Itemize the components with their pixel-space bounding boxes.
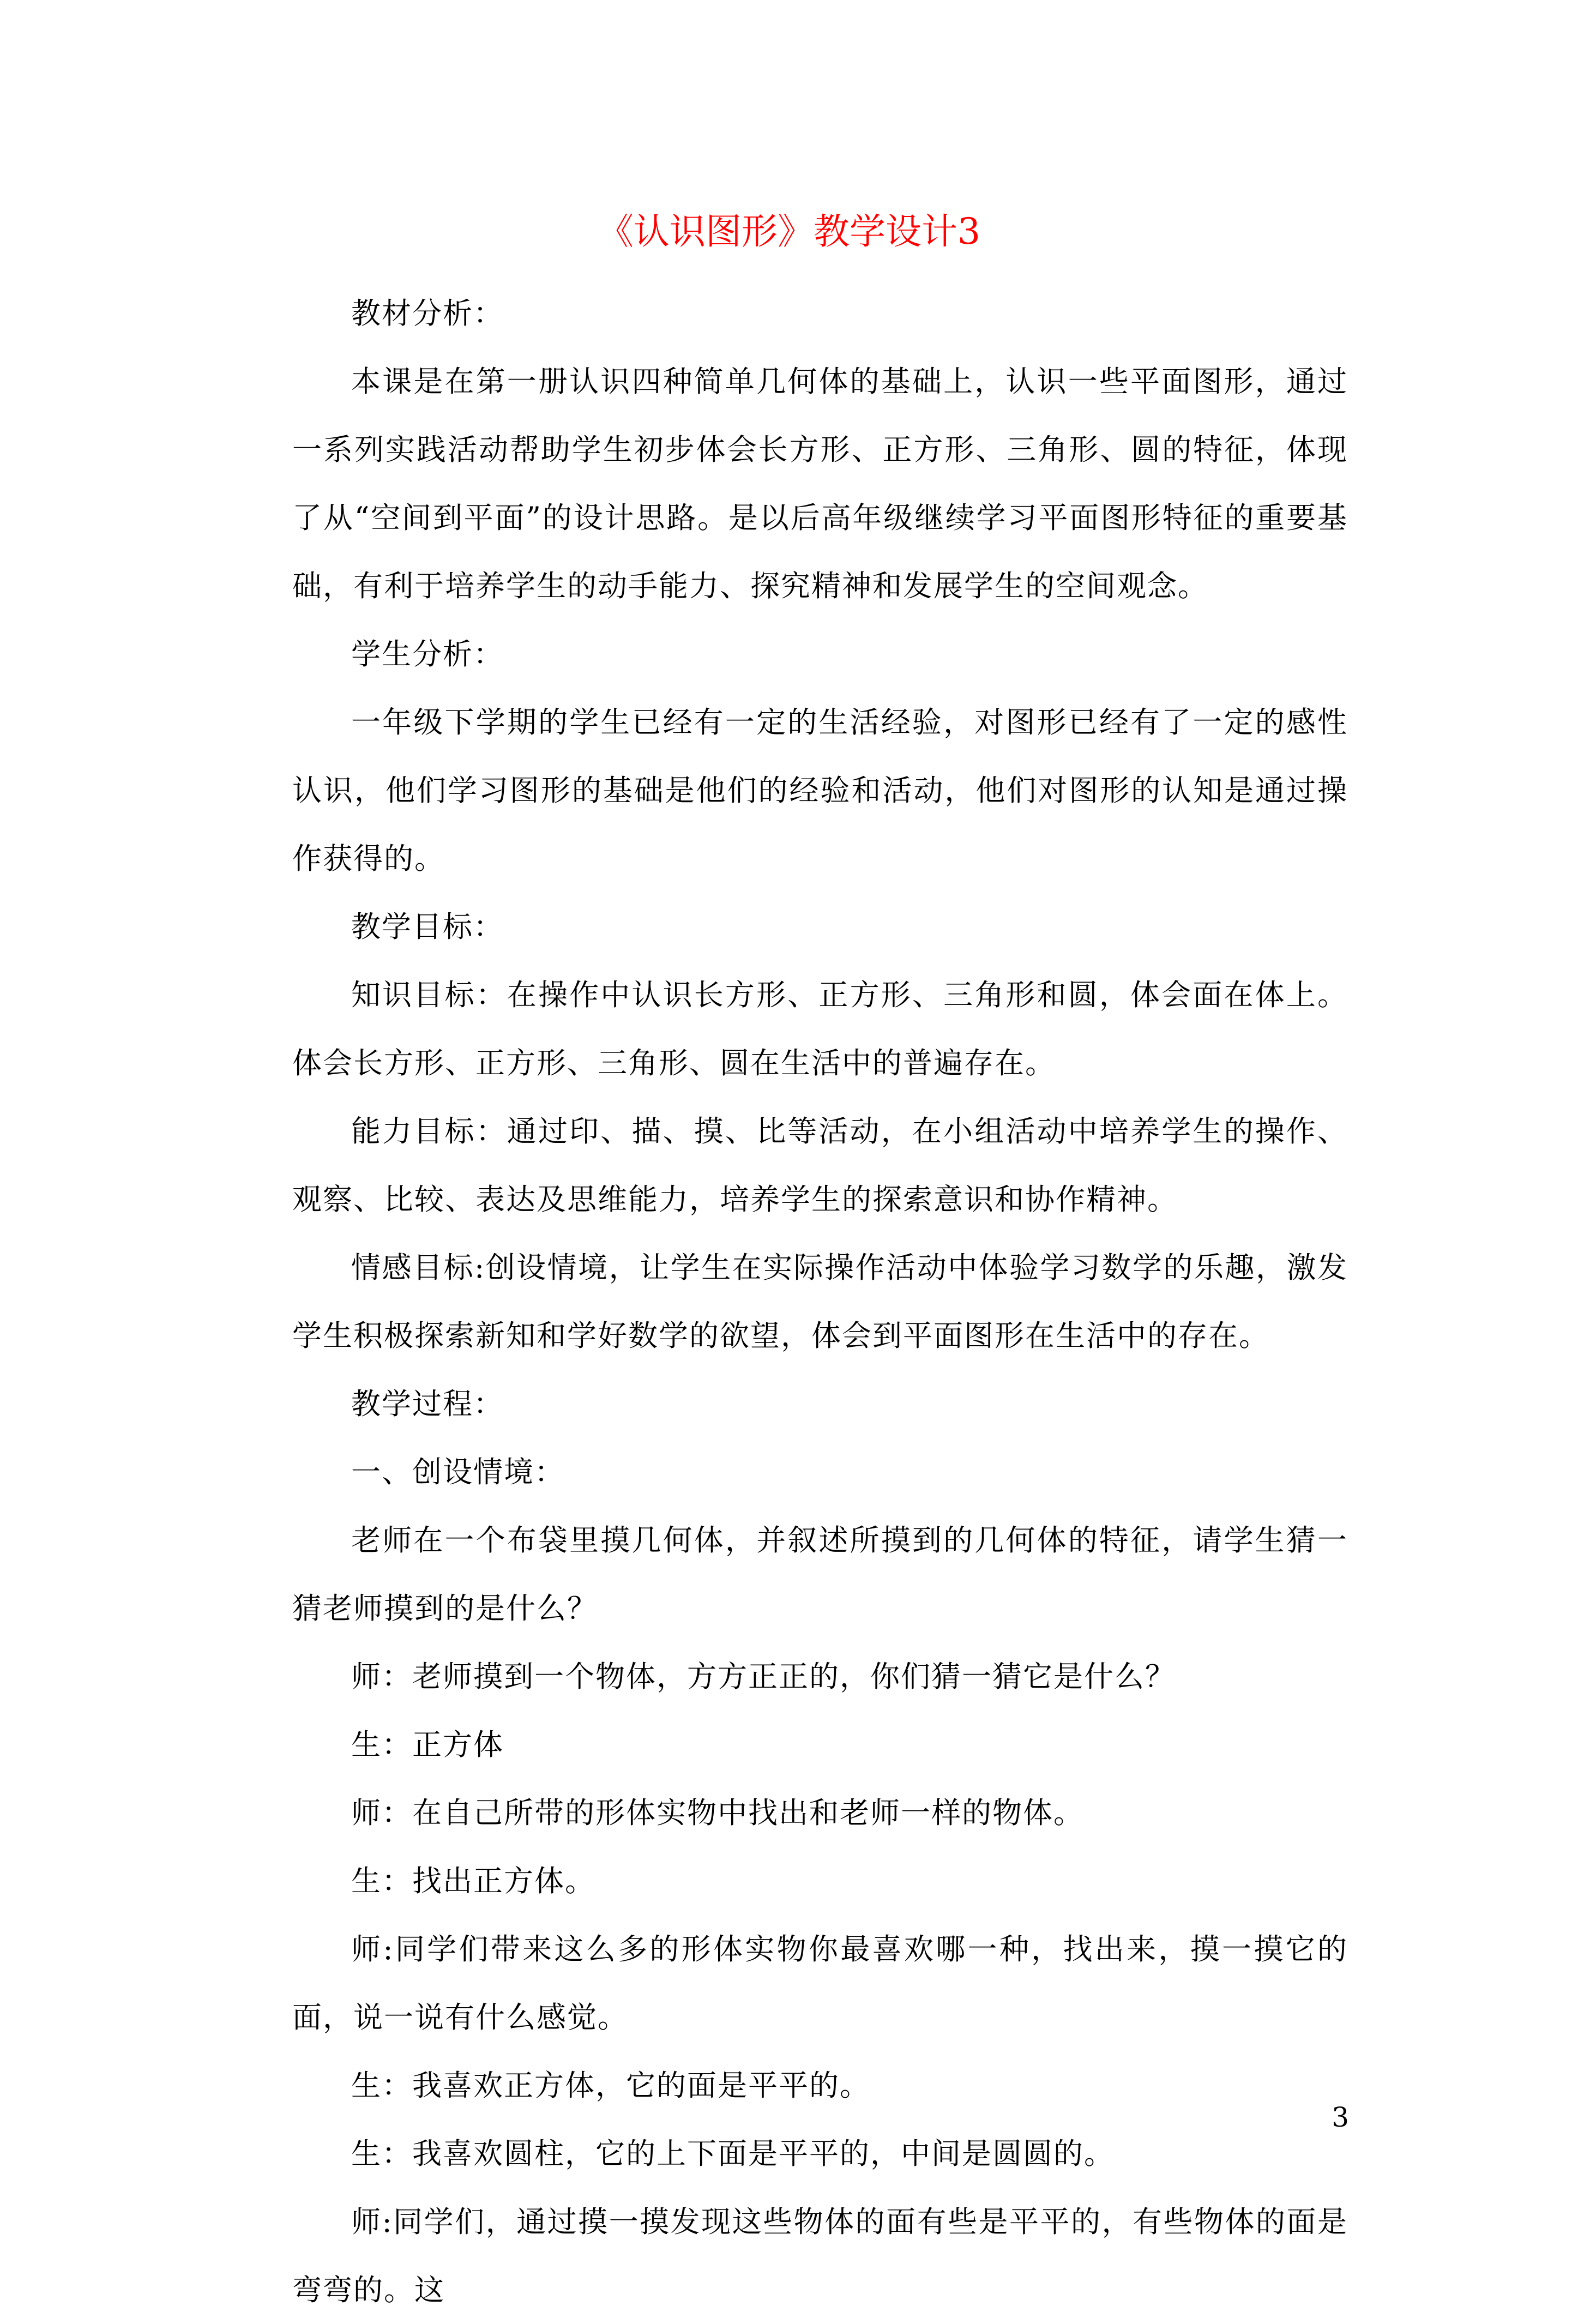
dialogue-line: 师:同学们带来这么多的形体实物你最喜欢哪一种，找出来，摸一摸它的面，说一说有什么感觉。 xyxy=(292,1932,1348,2034)
dialogue-line: 生：找出正方体。 xyxy=(351,1864,595,1898)
paragraph-ability-goal: 能力目标：通过印、描、摸、比等活动，在小组活动中培养学生的操作、观察、比较、表达及思维能力，培养学生的探索意识和协作精神。 xyxy=(292,1114,1348,1217)
dialogue-line: 师：老师摸到一个物体，方方正正的，你们猜一猜它是什么？ xyxy=(351,1659,1176,1694)
section-heading-teaching-goals: 教学目标： xyxy=(351,910,504,944)
page-number: 3 xyxy=(1332,2102,1349,2133)
paragraph-emotion-goal: 情感目标:创设情境，让学生在实际操作活动中体验学习数学的乐趣，激发学生积极探索新知和学好数学的欲望，体会到平面图形在生活中的存在。 xyxy=(292,1250,1348,1353)
section-heading-student-analysis: 学生分析： xyxy=(351,637,504,671)
section-heading-textbook-analysis: 教材分析： xyxy=(351,296,504,330)
dialogue-line: 师：在自己所带的形体实物中找出和老师一样的物体。 xyxy=(351,1796,1084,1830)
dialogue-line: 生：正方体 xyxy=(351,1727,504,1762)
paragraph-process: 老师在一个布袋里摸几何体，并叙述所摸到的几何体的特征，请学生猜一猜老师摸到的是什么？ xyxy=(292,1523,1348,1625)
paragraph-student-analysis: 一年级下学期的学生已经有一定的生活经验，对图形已经有了一定的感性认识，他们学习图形的基础是他们的经验和活动，他们对图形的认知是通过操作获得的。 xyxy=(292,705,1348,876)
document-title: 《认识图形》教学设计3 xyxy=(598,210,980,252)
document-body xyxy=(292,279,1348,2324)
paragraph-knowledge-goal: 知识目标：在操作中认识长方形、正方形、三角形和圆，体会面在体上。体会长方形、正方形、三角形、圆在生活中的普遍存在。 xyxy=(292,978,1348,1080)
section-heading-teaching-process: 教学过程： xyxy=(351,1387,504,1421)
paragraph-textbook-analysis: 本课是在第一册认识四种简单几何体的基础上，认识一些平面图形，通过一系列实践活动帮助学生初步体会长方形、正方形、三角形、圆的特征，体现了从“空间到平面”的设计思路。是以后高年级继续学习平面图形特征的重要基础，有利于培养学生的动手能力、探究精神和发展学生的空间观念。 xyxy=(292,364,1348,603)
dialogue-line: 师:同学们，通过摸一摸发现这些物体的面有些是平平的，有些物体的面是弯弯的。这 xyxy=(292,2205,1348,2307)
dialogue-line: 生：我喜欢圆柱，它的上下面是平平的，中间是圆圆的。 xyxy=(351,2136,1115,2171)
subheading-create-situation: 一、创设情境： xyxy=(351,1455,565,1489)
dialogue-line: 生：我喜欢正方体，它的面是平平的。 xyxy=(351,2068,870,2103)
